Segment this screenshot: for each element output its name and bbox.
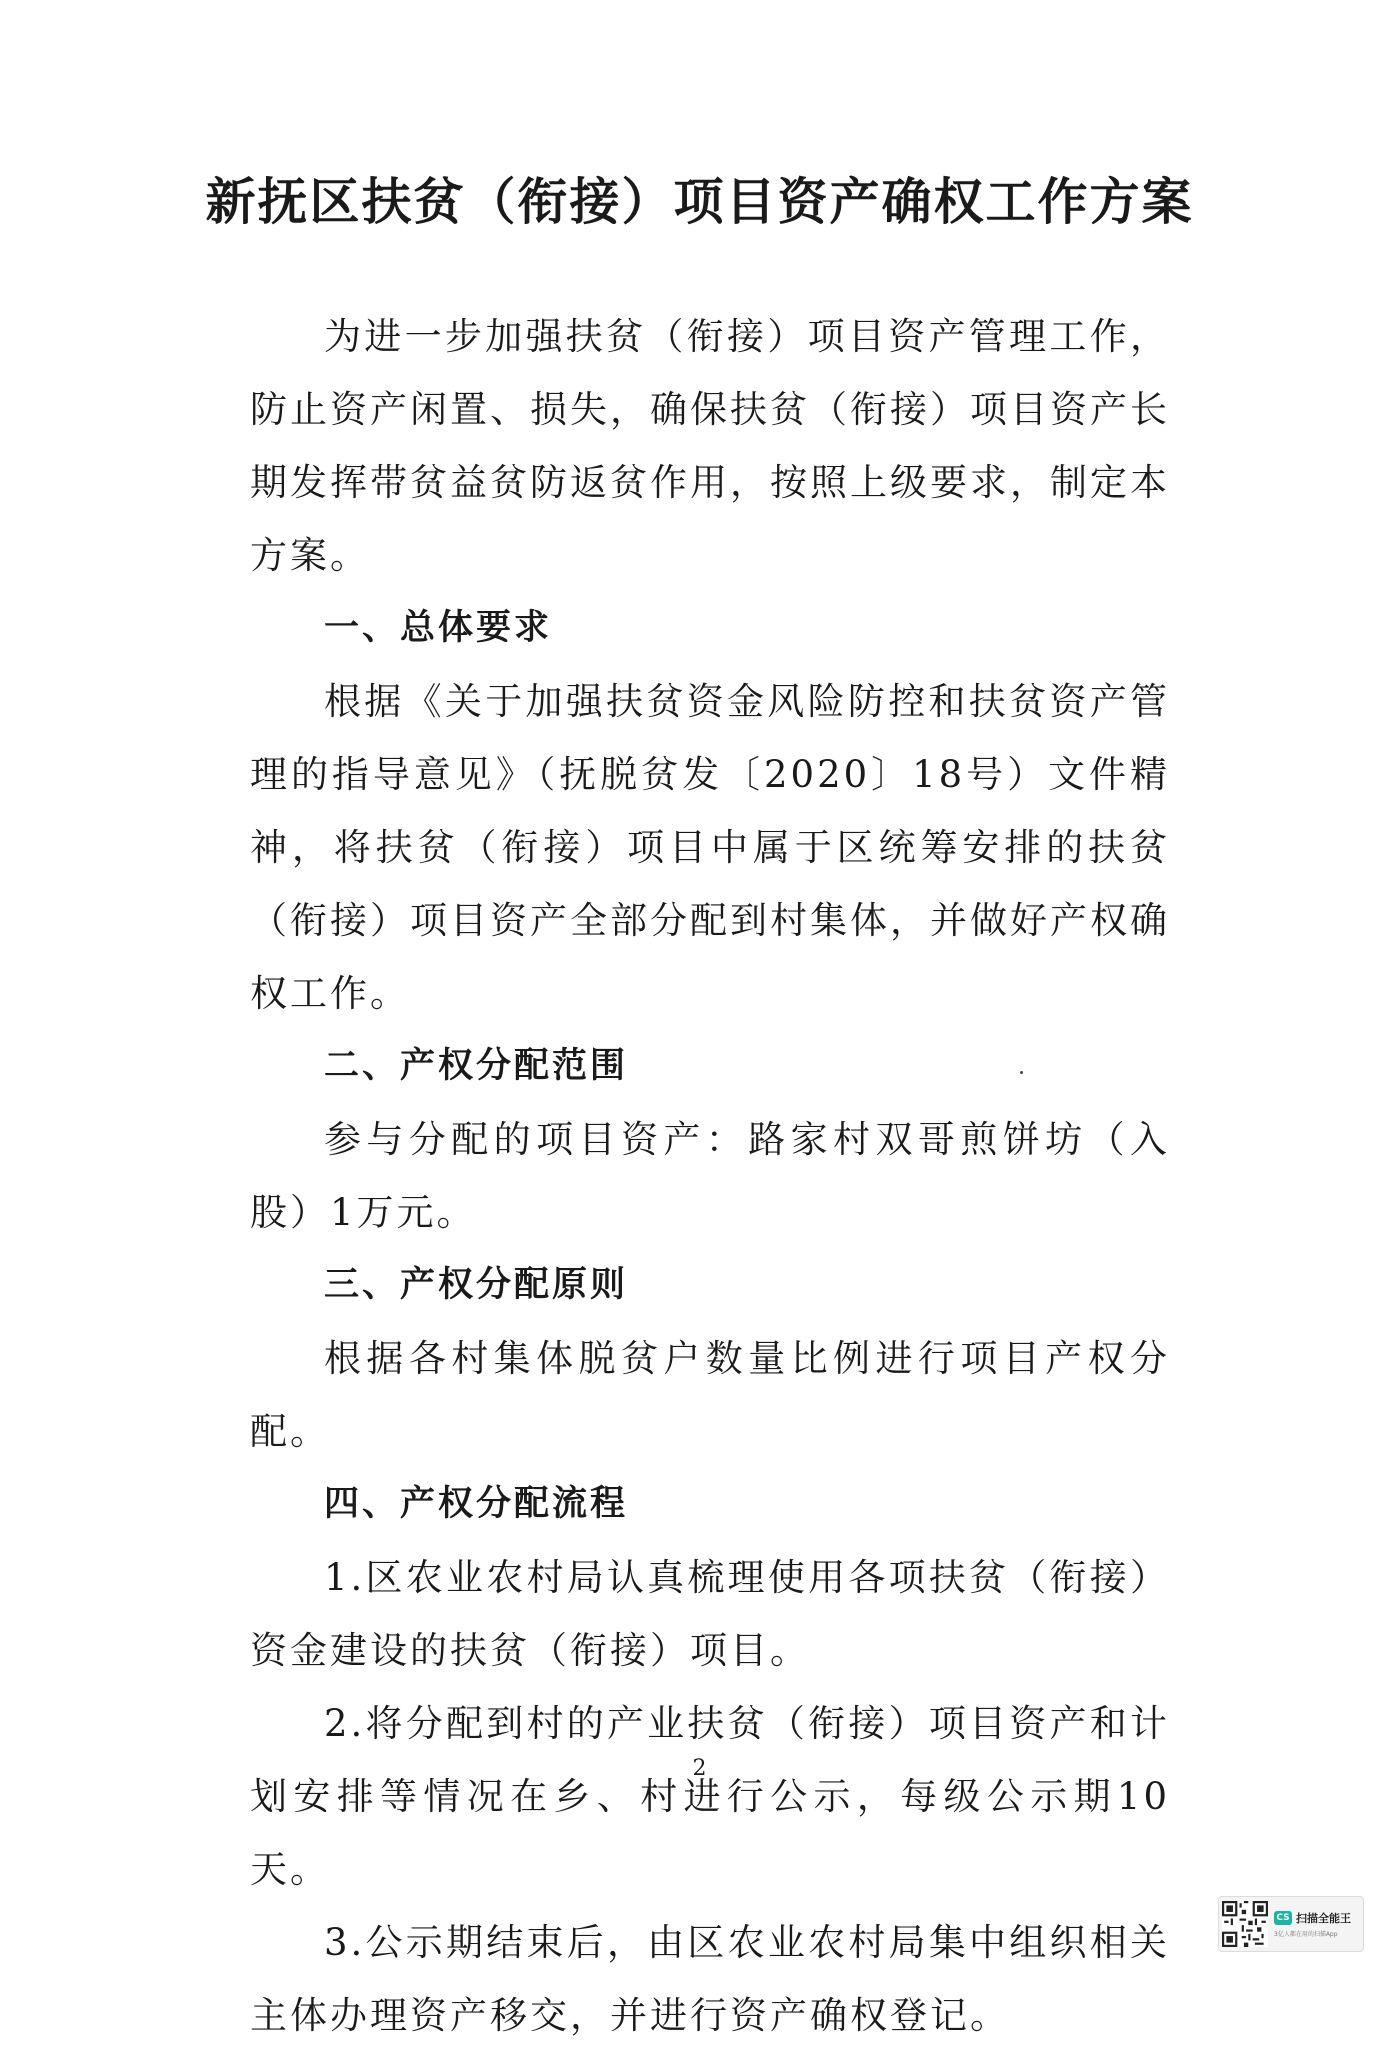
- camscanner-logo: CS: [1274, 1911, 1292, 1925]
- section-heading: 三、产权分配原则: [324, 1265, 629, 1305]
- section-heading: 四、产权分配流程: [324, 1484, 629, 1524]
- body-paragraph: 根据各村集体脱贫户数量比例进行项目产权分配。: [250, 1337, 1170, 1453]
- qr-code-icon: [1222, 1901, 1268, 1947]
- section-heading: 一、总体要求: [324, 608, 553, 648]
- scan-speck: [1020, 1071, 1023, 1074]
- watermark-tagline: 3亿人都在用的扫描App: [1274, 1931, 1338, 1938]
- section-heading: 二、产权分配范围: [324, 1046, 629, 1086]
- watermark-brand: [1274, 1910, 1351, 1926]
- list-item: 2.将分配到村的产业扶贫（衔接）项目资产和计划安排等情况在乡、村进行公示，每级公示期10天。: [250, 1702, 1170, 1891]
- list-item: 1.区农业农村局认真梳理使用各项扶贫（衔接）资金建设的扶贫（衔接）项目。: [250, 1556, 1170, 1672]
- body-paragraph: 根据《关于加强扶贫资金风险防控和扶贫资产管理的指导意见》（抚脱贫发〔2020〕18号）文件精神，将扶贫（衔接）项目中属于区统筹安排的扶贫（衔接）项目资产全部分配到村集体，并做好产权确权工作。: [250, 680, 1170, 1015]
- watermark-app-name: 扫描全能王: [1296, 1912, 1351, 1925]
- document-title: 新抚区扶贫（衔接）项目资产确权工作方案: [205, 173, 1194, 231]
- scanner-watermark: [1218, 1896, 1364, 1952]
- watermark-text: [1274, 1910, 1351, 1938]
- body-paragraph: 参与分配的项目资产：路家村双哥煎饼坊（入股）1万元。: [250, 1118, 1170, 1234]
- page-number: 2: [692, 1756, 707, 1781]
- intro-paragraph: 为进一步加强扶贫（衔接）项目资产管理工作，防止资产闲置、损失，确保扶贫（衔接）项目资产长期发挥带贫益贫防返贫作用，按照上级要求，制定本方案。: [250, 315, 1170, 577]
- list-item: 3.公示期结束后，由区农业农村局集中组织相关主体办理资产移交，并进行资产确权登记。: [250, 1921, 1170, 2037]
- document-body: [250, 300, 1170, 2052]
